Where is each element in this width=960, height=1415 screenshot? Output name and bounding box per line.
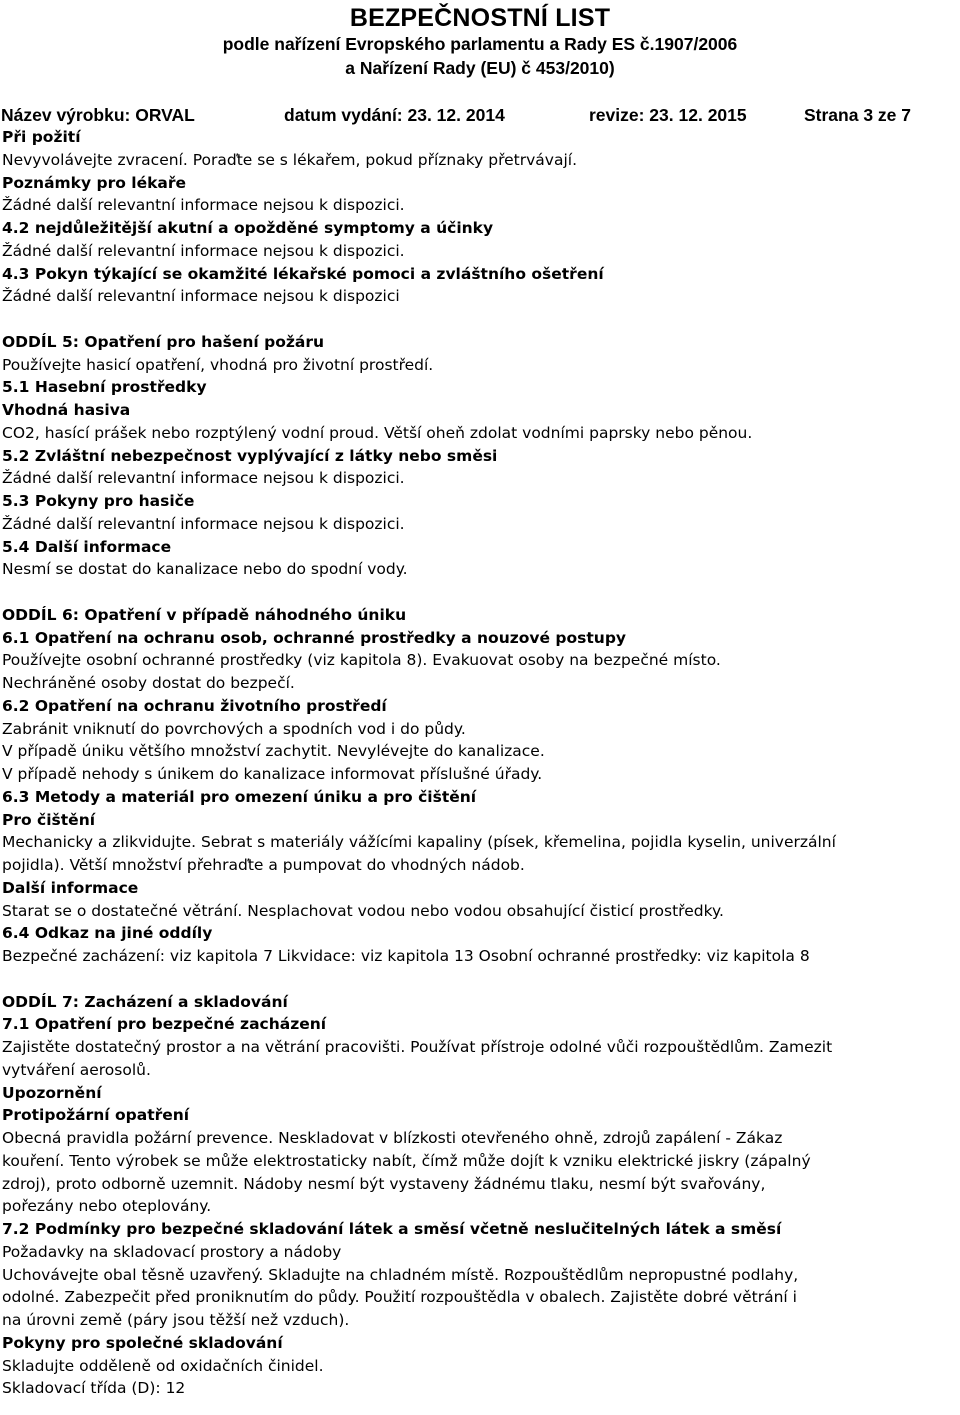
body-text-line: Používejte hasicí opatření, vhodná pro životní prostředí. bbox=[2, 355, 434, 374]
body-text-line: Žádné další relevantní informace nejsou k dispozici. bbox=[2, 196, 405, 215]
body-text-line: na úrovni země (páry jsou těžší než vzduch). bbox=[2, 1311, 350, 1329]
blank-line bbox=[2, 308, 958, 331]
section-heading: Vhodná hasiva bbox=[2, 401, 131, 419]
body-text-line: Žádné další relevantní informace nejsou k dispozici. bbox=[2, 469, 405, 488]
section-heading: ODDÍL 5: Opatření pro hašení požáru bbox=[2, 332, 325, 351]
document-header bbox=[0, 0, 960, 80]
section-heading: 6.3 Metody a materiál pro omezení úniku a pro čištění bbox=[2, 787, 477, 806]
section-heading: Protipožární opatření bbox=[2, 1106, 190, 1125]
body-text-line: pojidla). Větší množství přehraďte a pumpovat do vhodných nádob. bbox=[2, 856, 525, 874]
revision-date: revize: 23. 12. 2015 bbox=[589, 105, 747, 125]
body-text-line: odolné. Zabezpečit před proniknutím do půdy. Použití rozpouštědla v obalech. Zajistěte dobré větrání i bbox=[2, 1288, 797, 1307]
body-text-line: Požadavky na skladovací prostory a nádoby bbox=[2, 1242, 342, 1261]
section-heading: Pokyny pro společné skladování bbox=[2, 1333, 283, 1352]
body-text-line: Žádné další relevantní informace nejsou k dispozici bbox=[2, 287, 400, 306]
body-text-line: V případě nehody s únikem do kanalizace informovat příslušné úřady. bbox=[2, 765, 543, 783]
section-heading: Poznámky pro lékaře bbox=[2, 173, 187, 192]
body-text-line: kouření. Tento výrobek se může elektrostaticky nabít, čímž může dojít k vzniku elektrické jiskry (zápalný bbox=[2, 1151, 811, 1170]
document-meta-row bbox=[1, 103, 956, 127]
body-text-line: Bezpečné zacházení: viz kapitola 7 Likvidace: viz kapitola 13 Osobní ochranné prostředky: viz kapitola 8 bbox=[2, 947, 810, 965]
body-text-line: Starat se o dostatečné větrání. Nesplachovat vodou nebo vodou obsahující čisticí prostředky. bbox=[2, 901, 724, 920]
section-heading: 4.2 nejdůležitější akutní a opožděné symptomy a účinky bbox=[2, 219, 494, 237]
regulation-line-2: a Nařízení Rady (EU) č 453/2010) bbox=[345, 58, 615, 78]
section-heading: 4.3 Pokyn týkající se okamžité lékařské pomoci a zvláštního ošetření bbox=[2, 264, 604, 283]
product-name: Název výrobku: ORVAL bbox=[1, 105, 195, 125]
body-text-line: Nechráněné osoby dostat do bezpečí. bbox=[2, 674, 295, 692]
section-heading: 5.2 Zvláštní nebezpečnost vyplývající z látky nebo směsi bbox=[2, 446, 498, 465]
body-text-line: Zajistěte dostatečný prostor a na větrání pracovišti. Používat přístroje odolné vůči rozpouštědlům. Zamezit bbox=[2, 1038, 833, 1056]
body-text-line: pořezány nebo oteplovány. bbox=[2, 1197, 212, 1216]
section-heading: 6.2 Opatření na ochranu životního prostředí bbox=[2, 696, 387, 715]
body-text-line: Nesmí se dostat do kanalizace nebo do spodní vody. bbox=[2, 560, 408, 579]
section-heading: 5.4 Další informace bbox=[2, 537, 172, 556]
body-text-line: Uchovávejte obal těsně uzavřený. Skladujte na chladném místě. Rozpouštědlům nepropustné podlahy, bbox=[2, 1265, 799, 1284]
section-heading: ODDÍL 7: Zacházení a skladování bbox=[2, 992, 288, 1011]
body-text-line: Používejte osobní ochranné prostředky (viz kapitola 8). Evakuovat osoby na bezpečné místo. bbox=[2, 651, 721, 670]
body-text-line: Nevyvolávejte zvracení. Poraďte se s lékařem, pokud příznaky přetrvávají. bbox=[2, 150, 577, 169]
document-title: BEZPEČNOSTNÍ LIST bbox=[349, 4, 611, 32]
blank-line bbox=[2, 581, 958, 604]
body-text-line: Obecná pravidla požární prevence. Neskladovat v blízkosti otevřeného ohně, zdrojů zapálení - Zákaz bbox=[2, 1129, 783, 1147]
section-heading: 7.1 Opatření pro bezpečné zacházení bbox=[2, 1015, 327, 1034]
body-text-line: Mechanicky a zlikvidujte. Sebrat s materiály vážícími kapaliny (písek, křemelina, pojidla kyselin, univerzální bbox=[2, 833, 836, 852]
regulation-line-1: podle nařízení Evropského parlamentu a Rady ES č.1907/2006 bbox=[222, 34, 738, 54]
body-text-line: CO2, hasící prášek nebo rozptýlený vodní proud. Větší oheň zdolat vodními paprsky nebo pěnou. bbox=[2, 423, 753, 442]
section-heading: Při požití bbox=[2, 128, 81, 146]
blank-line bbox=[2, 968, 958, 991]
document-body bbox=[2, 126, 958, 1400]
section-heading: 7.2 Podmínky pro bezpečné skladování látek a směsí včetně neslučitelných látek a směsí bbox=[2, 1220, 782, 1238]
issue-date: datum vydání: 23. 12. 2014 bbox=[284, 105, 505, 125]
body-text-line: Zabránit vniknutí do povrchových a spodních vod i do půdy. bbox=[2, 719, 466, 738]
body-text-line: Skladujte odděleně od oxidačních činidel. bbox=[2, 1356, 324, 1375]
section-heading: 6.1 Opatření na ochranu osob, ochranné prostředky a nouzové postupy bbox=[2, 628, 627, 647]
section-heading: Další informace bbox=[2, 878, 139, 897]
body-text-line: vytváření aerosolů. bbox=[2, 1060, 151, 1079]
body-text-line: Skladovací třída (D): 12 bbox=[2, 1379, 186, 1398]
body-text-line: Žádné další relevantní informace nejsou k dispozici. bbox=[2, 241, 405, 260]
section-heading: ODDÍL 6: Opatření v případě náhodného úniku bbox=[2, 605, 407, 624]
body-text-line: zdroj), proto odborně uzemnit. Nádoby nesmí být vystaveny žádnému tlaku, nesmí být svařovány, bbox=[2, 1174, 766, 1193]
page-number: Strana 3 ze 7 bbox=[804, 105, 911, 125]
section-heading: Upozornění bbox=[2, 1083, 102, 1102]
section-heading: Pro čištění bbox=[2, 810, 96, 829]
section-heading: 6.4 Odkaz na jiné oddíly bbox=[2, 924, 213, 943]
body-text-line: Žádné další relevantní informace nejsou k dispozici. bbox=[2, 514, 405, 533]
section-heading: 5.3 Pokyny pro hasiče bbox=[2, 492, 195, 510]
section-heading: 5.1 Hasební prostředky bbox=[2, 378, 207, 397]
body-text-line: V případě úniku většího množství zachytit. Nevylévejte do kanalizace. bbox=[2, 742, 545, 761]
